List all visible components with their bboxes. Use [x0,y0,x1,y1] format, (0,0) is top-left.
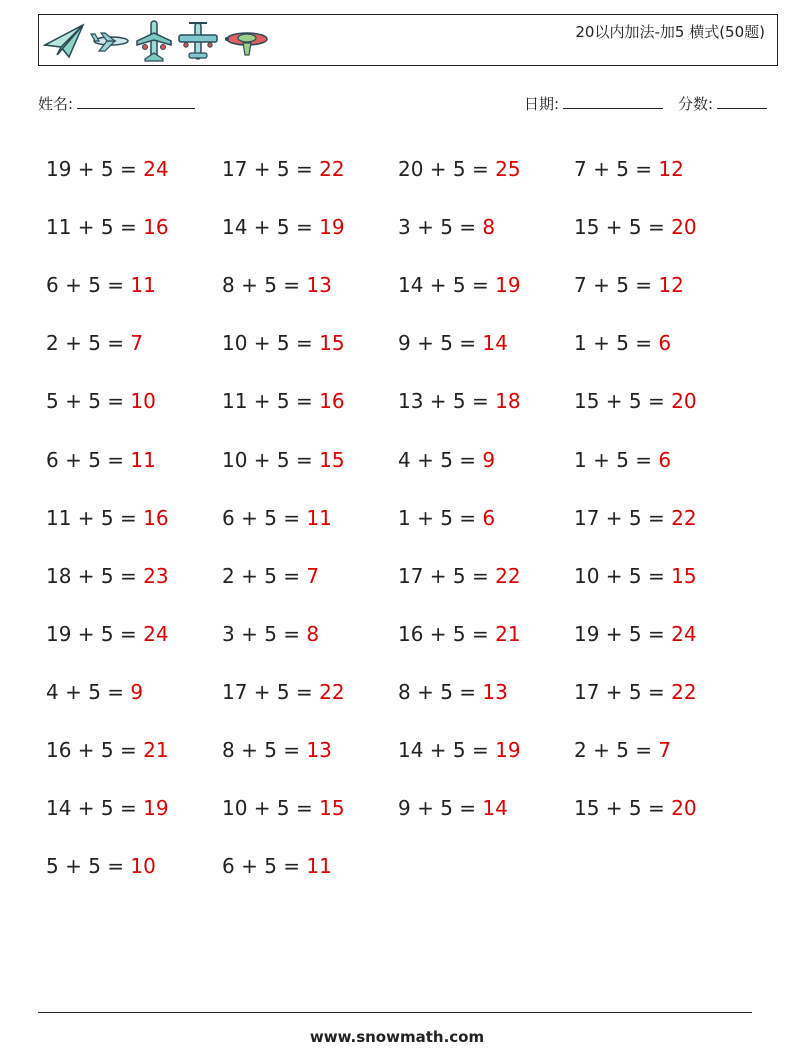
problem-answer: 13 [482,679,508,704]
problem-equation: 14 + 5 = [398,737,496,762]
problem-equation: 6 + 5 = [46,273,131,298]
problem-answer: 8 [306,621,320,646]
problem-answer: 19 [319,215,345,240]
problem-answer: 11 [306,854,332,879]
problem-item [46,157,222,181]
problem-equation: 8 + 5 = [398,679,483,704]
problem-equation: 11 + 5 = [46,505,144,530]
footer-url[interactable]: www.snowmath.com [309,1028,485,1046]
problem-answer: 19 [495,273,521,298]
problem-row [46,372,756,430]
problem-equation: 1 + 5 = [574,447,659,472]
problem-answer: 20 [671,796,697,821]
problem-row [46,140,756,198]
problem-equation: 7 + 5 = [574,273,659,298]
name-blank-line[interactable] [77,94,195,109]
problem-item [574,738,750,762]
problem-answer: 19 [143,796,169,821]
problem-item [46,331,222,355]
problem-equation: 15 + 5 = [574,796,672,821]
problem-answer: 24 [143,621,169,646]
problem-equation: 17 + 5 = [222,679,320,704]
problem-equation: 15 + 5 = [574,389,672,414]
problem-equation: 19 + 5 = [574,621,672,646]
problem-answer: 23 [143,563,169,588]
problem-equation: 19 + 5 = [46,157,144,182]
problem-item [222,738,398,762]
problem-answer: 22 [671,505,697,530]
problem-equation: 9 + 5 = [398,796,483,821]
problem-row [46,605,756,663]
problem-item [222,622,398,646]
problem-item [574,273,750,297]
problem-equation: 20 + 5 = [398,157,496,182]
score-label: 分数: [678,95,714,113]
problem-item [398,157,574,181]
problem-row [46,779,756,837]
problem-equation: 5 + 5 = [46,854,131,879]
problem-answer: 14 [482,796,508,821]
biplane-icon [223,21,269,61]
problem-equation: 15 + 5 = [574,215,672,240]
problem-answer: 15 [319,796,345,821]
problem-answer: 15 [319,447,345,472]
problem-item [46,738,222,762]
problem-answer: 6 [658,331,672,356]
problem-answer: 13 [306,737,332,762]
airliner-icon [135,19,173,63]
score-field [678,93,767,114]
footer-divider [38,1012,752,1013]
problem-equation: 19 + 5 = [46,621,144,646]
name-field [38,93,195,114]
problem-row [46,663,756,721]
problem-answer: 22 [319,157,345,182]
paper-plane-icon [43,21,85,61]
problem-answer: 12 [658,273,684,298]
name-label: 姓名: [38,95,74,113]
problem-equation: 7 + 5 = [574,157,659,182]
problem-equation: 10 + 5 = [222,331,320,356]
problem-equation: 4 + 5 = [398,447,483,472]
problem-item [46,854,222,878]
problem-answer: 20 [671,389,697,414]
problem-row [46,256,756,314]
problem-row [46,198,756,256]
problem-answer: 10 [130,389,156,414]
problem-item [574,157,750,181]
score-blank-line[interactable] [717,94,767,109]
problem-equation: 4 + 5 = [46,679,131,704]
problem-equation: 16 + 5 = [398,621,496,646]
problem-row [46,837,756,895]
problem-answer: 8 [482,215,496,240]
problem-answer: 22 [319,679,345,704]
problem-item [222,331,398,355]
problem-equation: 1 + 5 = [398,505,483,530]
problem-item [46,506,222,530]
problem-item [398,331,574,355]
problem-equation: 9 + 5 = [398,331,483,356]
problem-row [46,489,756,547]
problem-answer: 9 [130,679,144,704]
problem-answer: 16 [143,215,169,240]
problem-equation: 2 + 5 = [222,563,307,588]
icon-strip [43,19,269,63]
problem-answer: 22 [671,679,697,704]
problem-answer: 22 [495,563,521,588]
date-blank-line[interactable] [563,94,663,109]
problem-item [46,273,222,297]
problem-answer: 21 [495,621,521,646]
problem-item [574,506,750,530]
problem-answer: 11 [130,447,156,472]
problem-equation: 17 + 5 = [574,679,672,704]
problem-answer: 18 [495,389,521,414]
problem-answer: 15 [319,331,345,356]
problem-item [46,796,222,820]
problem-item [222,448,398,472]
problem-item [398,506,574,530]
problem-equation: 16 + 5 = [46,737,144,762]
problem-item [398,564,574,588]
problem-answer: 12 [658,157,684,182]
problem-answer: 25 [495,157,521,182]
problem-answer: 7 [130,331,144,356]
problem-item [398,448,574,472]
problem-item [222,796,398,820]
problem-item [398,389,574,413]
problem-answer: 13 [306,273,332,298]
problem-equation: 6 + 5 = [222,505,307,530]
problem-item [574,389,750,413]
problem-item [398,215,574,239]
problem-answer: 7 [658,737,672,762]
problem-answer: 16 [143,505,169,530]
problem-answer: 21 [143,737,169,762]
problem-equation: 17 + 5 = [574,505,672,530]
problem-equation: 14 + 5 = [398,273,496,298]
problem-answer: 11 [130,273,156,298]
problem-item [574,680,750,704]
problem-item [574,448,750,472]
problem-equation: 10 + 5 = [574,563,672,588]
problem-answer: 15 [671,563,697,588]
problem-item [222,215,398,239]
problem-answer: 16 [319,389,345,414]
problem-equation: 2 + 5 = [46,331,131,356]
problem-item [398,796,574,820]
problem-equation: 11 + 5 = [222,389,320,414]
problem-answer: 9 [482,447,496,472]
problem-grid [46,140,756,895]
problem-answer: 24 [671,621,697,646]
problem-equation: 11 + 5 = [46,215,144,240]
jet-plane-icon [89,21,131,61]
problem-answer: 11 [306,505,332,530]
problem-item [222,506,398,530]
problem-equation: 13 + 5 = [398,389,496,414]
worksheet-header [38,14,778,66]
problem-equation: 6 + 5 = [46,447,131,472]
problem-equation: 3 + 5 = [398,215,483,240]
problem-equation: 8 + 5 = [222,273,307,298]
worksheet-title: 20以内加法-加5 横式(50题) [575,23,765,41]
problem-item [222,273,398,297]
problem-row [46,721,756,779]
problem-item [46,215,222,239]
problem-item [46,448,222,472]
problem-equation: 18 + 5 = [46,563,144,588]
problem-item [398,738,574,762]
problem-answer: 10 [130,854,156,879]
date-field [524,93,677,114]
problem-item [46,622,222,646]
problem-answer: 6 [658,447,672,472]
problem-answer: 19 [495,737,521,762]
problem-item [574,622,750,646]
problem-equation: 10 + 5 = [222,447,320,472]
problem-equation: 3 + 5 = [222,621,307,646]
problem-item [222,854,398,878]
problem-equation: 17 + 5 = [222,157,320,182]
problem-item [222,157,398,181]
problem-equation: 6 + 5 = [222,854,307,879]
problem-answer: 7 [306,563,320,588]
problem-equation: 1 + 5 = [574,331,659,356]
problem-equation: 10 + 5 = [222,796,320,821]
problem-equation: 5 + 5 = [46,389,131,414]
problem-item [398,273,574,297]
problem-item [46,680,222,704]
problem-item [574,564,750,588]
problem-equation: 2 + 5 = [574,737,659,762]
propeller-plane-icon [177,19,219,63]
problem-item [398,680,574,704]
problem-item [398,622,574,646]
problem-item [574,331,750,355]
problem-item [222,680,398,704]
problem-row [46,547,756,605]
problem-answer: 24 [143,157,169,182]
date-label: 日期: [524,95,560,113]
problem-item [46,564,222,588]
problem-answer: 6 [482,505,496,530]
problem-item [46,389,222,413]
problem-answer: 14 [482,331,508,356]
problem-row [46,430,756,488]
problem-item [574,796,750,820]
problem-item [222,389,398,413]
problem-item [574,215,750,239]
problem-item [222,564,398,588]
problem-equation: 14 + 5 = [46,796,144,821]
problem-row [46,314,756,372]
problem-equation: 17 + 5 = [398,563,496,588]
problem-equation: 14 + 5 = [222,215,320,240]
problem-answer: 20 [671,215,697,240]
problem-equation: 8 + 5 = [222,737,307,762]
